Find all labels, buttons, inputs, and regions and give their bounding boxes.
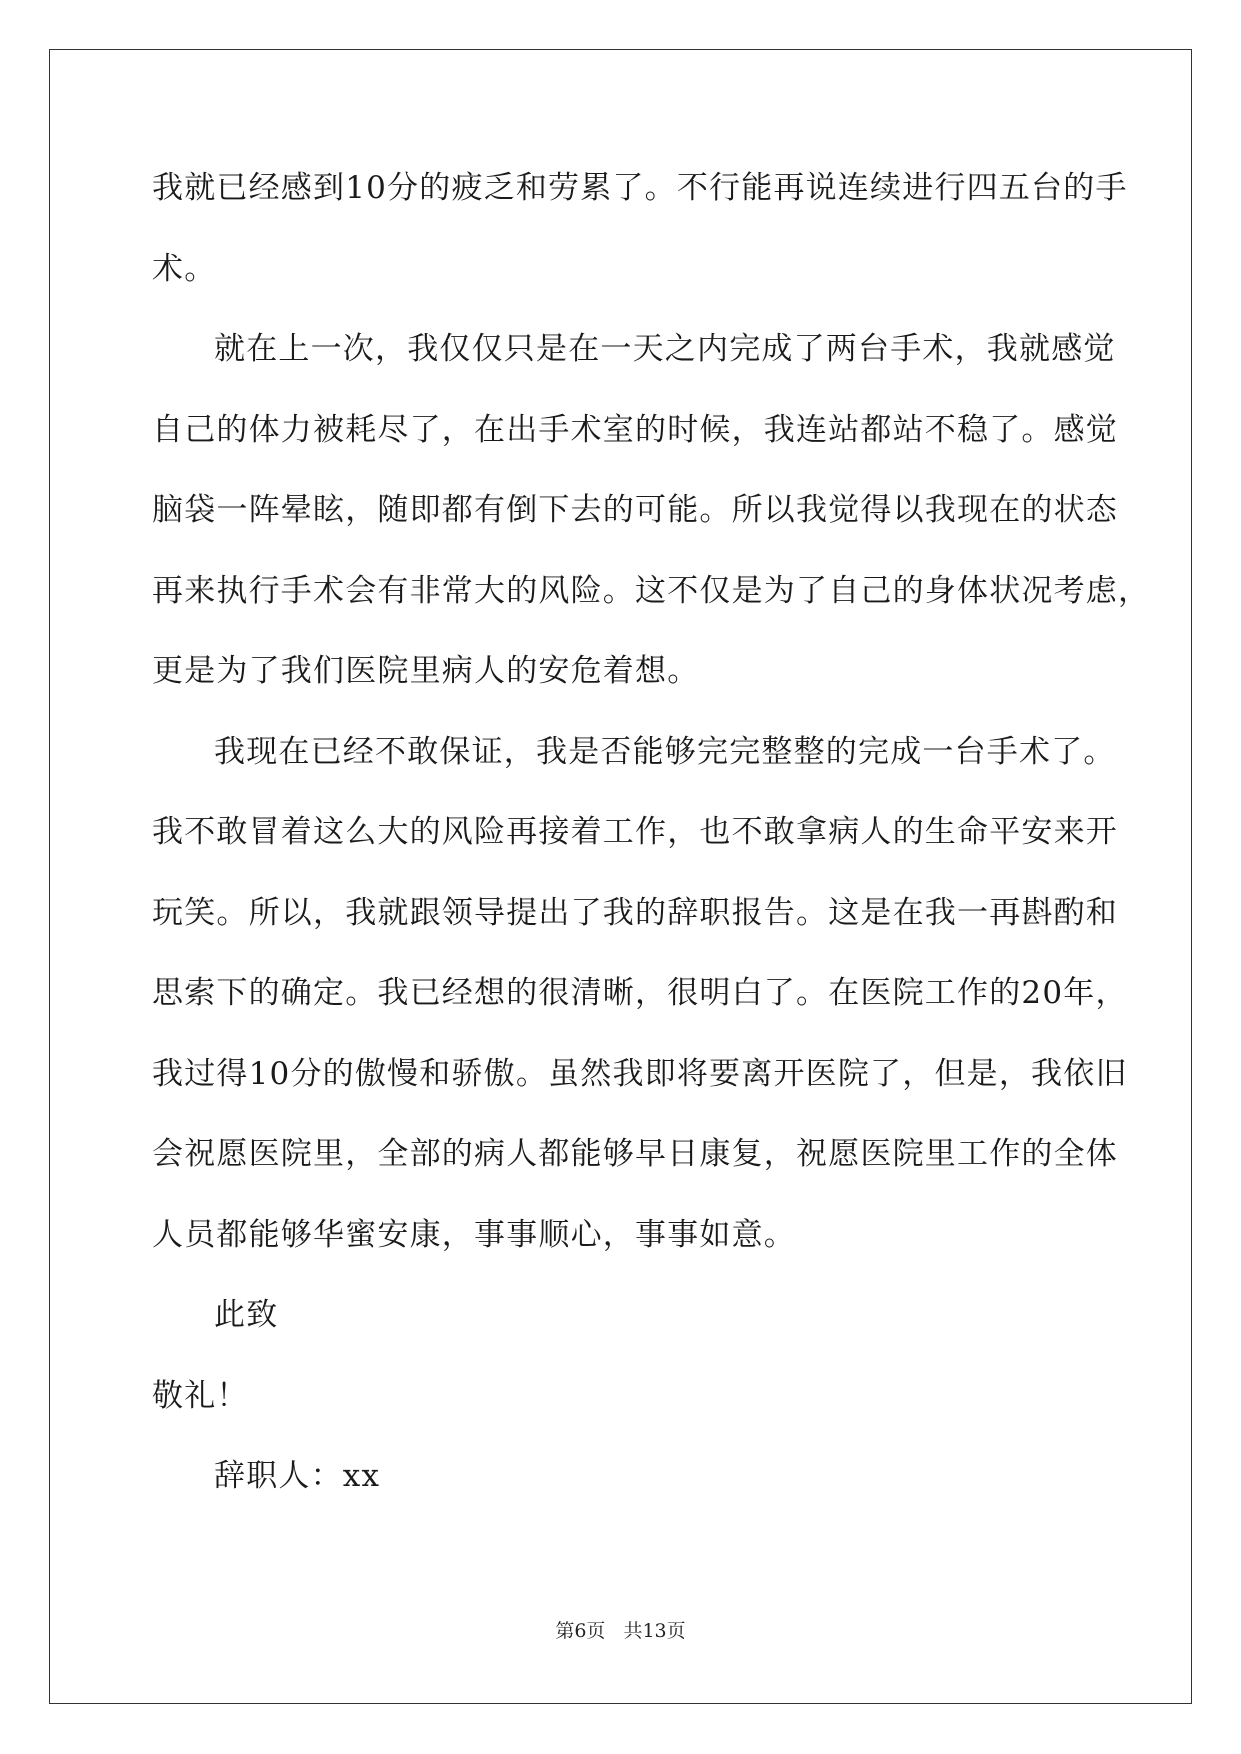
current-page-number: 第6页: [555, 1620, 606, 1642]
text-line: 玩笑。所以，我就跟领导提出了我的辞职报告。这是在我一再斟酌和: [152, 894, 1118, 931]
text-line: 更是为了我们医院里病人的安危着想。: [152, 653, 700, 689]
text-line: 我就已经感到10分的疲乏和劳累了。不行能再说连续进行四五台的手: [152, 170, 1128, 206]
text-line: 自己的体力被耗尽了，在出手术室的时候，我连站都站不稳了。感觉: [152, 411, 1118, 448]
text-line: 再来执行手术会有非常大的风险。这不仅是为了自己的身体状况考虑，: [152, 572, 1151, 609]
closing-regards: 敬礼！: [152, 1377, 249, 1414]
paragraph-start-line: 我现在已经不敢保证，我是否能够完完整整的完成一台手术了。: [214, 733, 1116, 770]
closing-salutation: 此致: [214, 1297, 279, 1333]
text-line: 思索下的确定。我已经想的很清晰，很明白了。在医院工作的20年，: [152, 975, 1128, 1011]
page-footer: [0, 1616, 1241, 1643]
text-line: 我过得10分的傲慢和骄傲。虽然我即将要离开医院了，但是，我依旧: [152, 1055, 1128, 1092]
text-line: 人员都能够华蜜安康，事事顺心，事事如意。: [152, 1216, 796, 1253]
text-line: 脑袋一阵晕眩，随即都有倒下去的可能。所以我觉得以我现在的状态: [152, 492, 1118, 528]
signature-line: 辞职人：xx: [214, 1458, 381, 1494]
letter-body: [152, 158, 1151, 1527]
total-page-count: 共13页: [623, 1620, 686, 1642]
text-line: 我不敢冒着这么大的风险再接着工作，也不敢拿病人的生命平安来开: [152, 814, 1118, 850]
paragraph-start-line: 就在上一次，我仅仅只是在一天之内完成了两台手术，我就感觉: [214, 331, 1116, 367]
text-line: 术。: [152, 250, 217, 287]
text-line: 会祝愿医院里，全部的病人都能够早日康复，祝愿医院里工作的全体: [152, 1136, 1118, 1172]
